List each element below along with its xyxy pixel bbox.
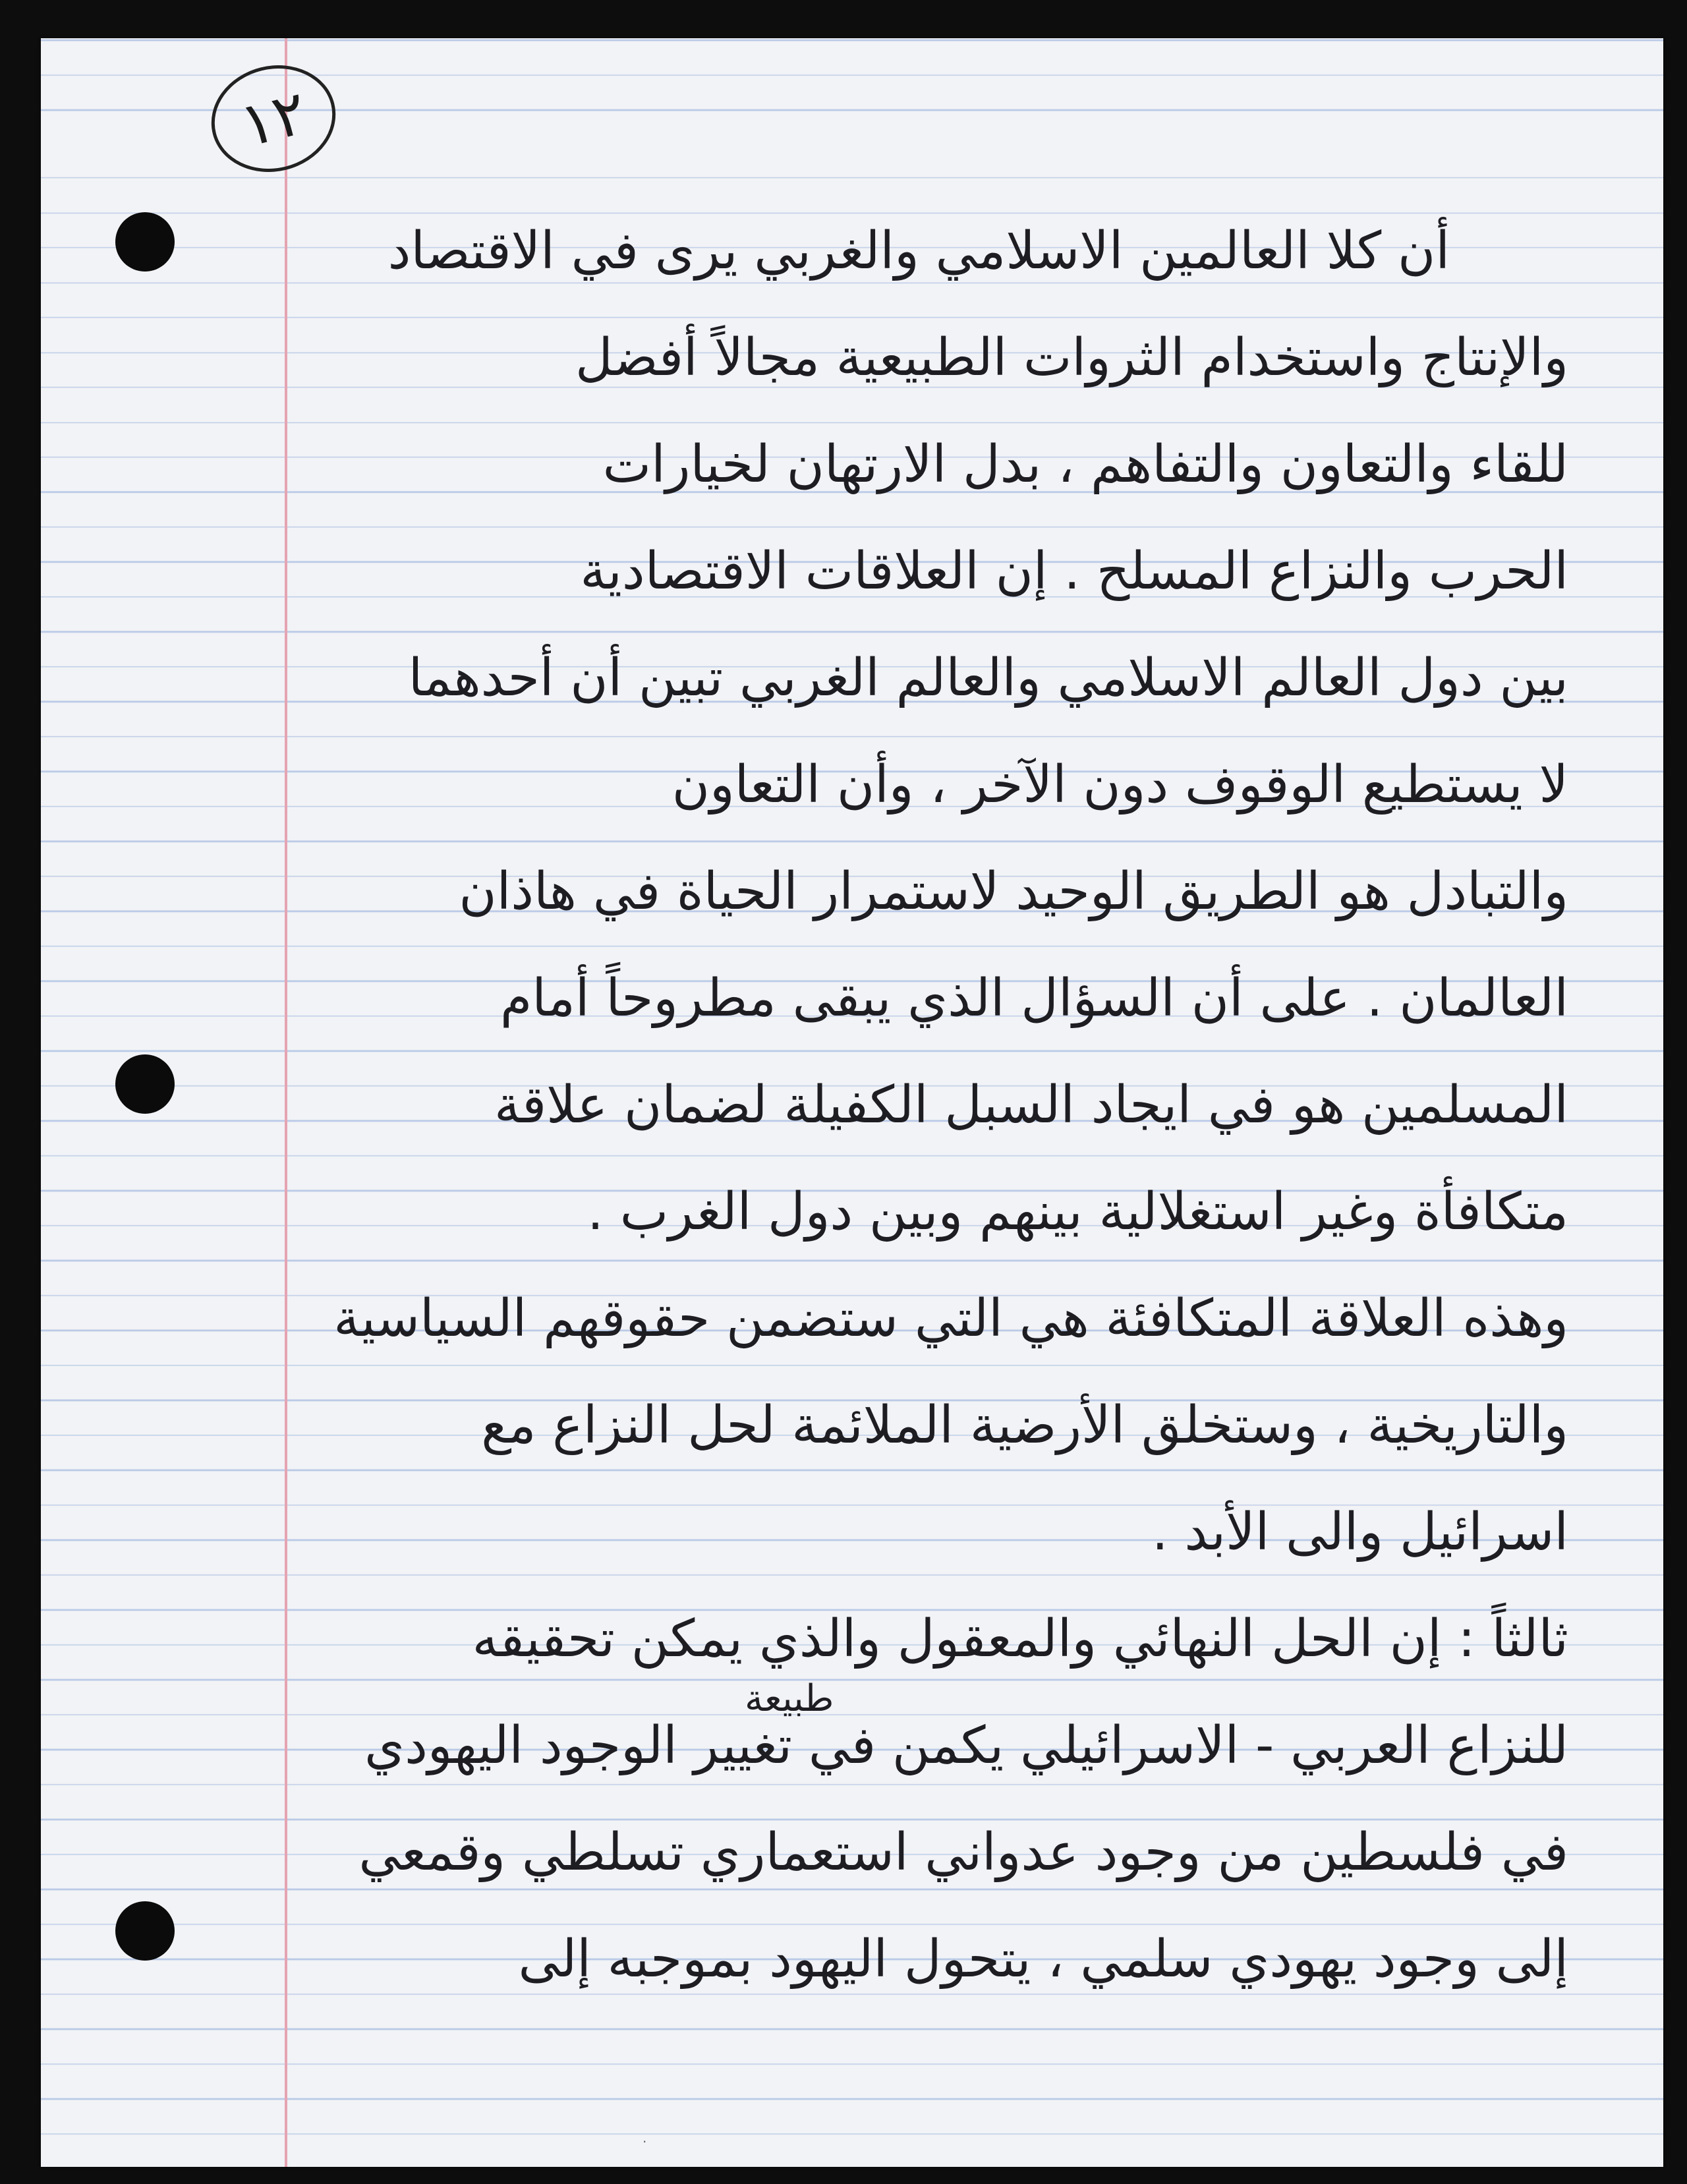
- text-line: متكافأة وغير استغلالية بينهم وبين دول الغرب .: [587, 1182, 1568, 1242]
- text-line: في فلسطين من وجود عدواني استعماري تسلطي وقمعي: [358, 1823, 1568, 1882]
- text-line: للقاء والتعاون والتفاهم ، بدل الارتهان لخيارات: [602, 435, 1568, 494]
- text-line: للنزاع العربي - الاسرائيلي يكمن في تغيير الوجود اليهودي: [364, 1716, 1568, 1775]
- circled-page-number: ١٢: [200, 52, 347, 185]
- text-line: والإنتاج واستخدام الثروات الطبيعية مجالاً أفضل: [575, 328, 1568, 388]
- text-line: إلى وجود يهودي سلمي ، يتحول اليهود بموجبه إلى: [518, 1930, 1568, 1989]
- paper-speck: ·: [643, 2134, 647, 2150]
- text-line: بين دول العالم الاسلامي والعالم الغربي تبين أن أحدهما: [408, 648, 1568, 708]
- text-line: ثالثاً : إن الحل النهائي والمعقول والذي يمكن تحقيقه: [472, 1609, 1568, 1669]
- text-line: أن كلا العالمين الاسلامي والغربي يرى في الاقتصاد: [387, 221, 1450, 281]
- text-line: اسرائيل والى الأبد .: [1151, 1503, 1568, 1562]
- handwritten-text-block: [165, 198, 1568, 2013]
- text-line: والتاريخية ، وستخلق الأرضية الملائمة لحل النزاع مع: [481, 1396, 1568, 1455]
- text-line: العالمان . على أن السؤال الذي يبقى مطروحاً أمام: [500, 969, 1568, 1028]
- text-line: والتبادل هو الطريق الوحيد لاستمرار الحياة في هاذان: [459, 862, 1568, 921]
- text-line: وهذه العلاقة المتكافئة هي التي ستضمن حقوقهم السياسية: [333, 1289, 1568, 1348]
- text-line: الحرب والنزاع المسلح . إن العلاقات الاقتصادية: [580, 542, 1568, 601]
- text-line: المسلمين هو في ايجاد السبل الكفيلة لضمان علاقة: [494, 1076, 1568, 1135]
- interlinear-insertion: طبيعة: [745, 1677, 834, 1720]
- text-line: لا يستطيع الوقوف دون الآخر ، وأن التعاون: [672, 755, 1568, 815]
